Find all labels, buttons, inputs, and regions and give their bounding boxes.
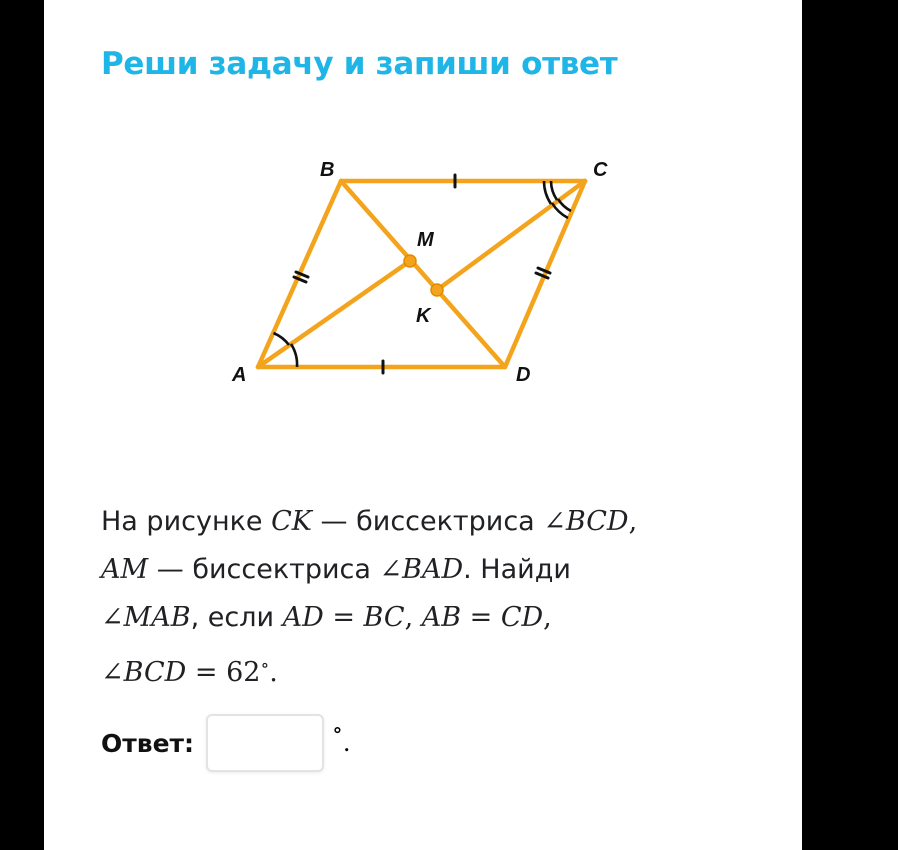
angle-arc-c-4: [558, 199, 571, 211]
point-m: [404, 255, 416, 267]
label-b: B: [320, 159, 335, 181]
answer-label: Ответ:: [101, 728, 195, 758]
angle-arc-c-2: [552, 203, 568, 218]
math-am: AM: [101, 554, 149, 585]
answer-unit: [332, 718, 351, 757]
math-degree: ∘: [260, 655, 270, 676]
math-angle-bad: ∠BAD: [379, 554, 464, 585]
math-ad-eq-bc: AD = BC: [282, 602, 405, 633]
math-comma: ,: [404, 602, 422, 633]
label-c: C: [593, 159, 608, 181]
math-ck: CK: [271, 506, 312, 537]
unit-period: .: [342, 729, 351, 757]
parallelogram-figure: [44, 0, 802, 420]
problem-text: , если: [190, 602, 283, 633]
answer-row: [101, 712, 350, 774]
angle-arc-c-3: [551, 181, 557, 200]
problem-text: На рисунке: [101, 506, 272, 537]
label-d: D: [516, 364, 531, 386]
math-angle-bcd: ∠BCD: [543, 506, 629, 537]
point-k: [431, 284, 443, 296]
angle-arc-a-2: [291, 344, 297, 367]
label-a: A: [232, 364, 247, 386]
math-comma: ,: [543, 602, 552, 633]
label-k: K: [416, 305, 431, 327]
math-angle-bcd-given: ∠BCD: [101, 657, 187, 688]
problem-text: — биссектриса: [311, 506, 544, 537]
task-card: [44, 0, 802, 850]
task-title: Реши задачу и запиши ответ: [101, 46, 618, 82]
math-angle-mab: ∠MAB: [101, 602, 191, 633]
problem-statement: [101, 498, 761, 697]
math-ab-eq-cd: AB = CD: [421, 602, 544, 633]
answer-input[interactable]: [206, 714, 324, 772]
angle-arc-a-1: [274, 333, 290, 345]
segment-bd: [341, 181, 505, 367]
math-period: .: [269, 657, 278, 688]
math-comma: ,: [628, 506, 638, 537]
degree-sign: ∘: [332, 718, 343, 743]
problem-text: . Найди: [463, 554, 571, 585]
math-angle-value: = 62: [186, 657, 261, 688]
problem-text: — биссектриса: [148, 554, 380, 585]
label-m: M: [417, 229, 434, 251]
